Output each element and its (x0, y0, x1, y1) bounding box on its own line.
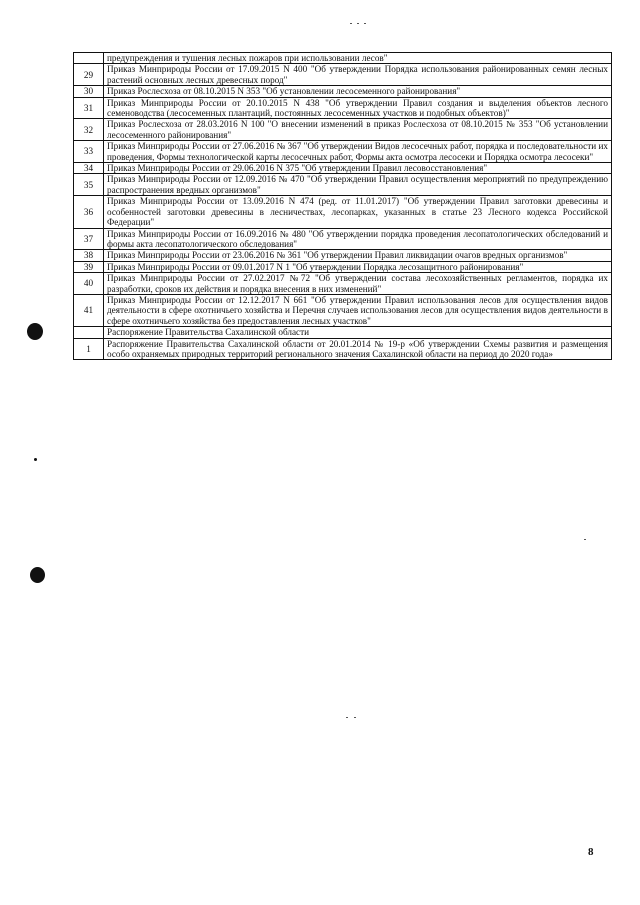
table-row (74, 64, 612, 86)
row-number: 38 (74, 250, 104, 261)
row-text: Приказ Минприроды России от 13.09.2016 N 474 (ред. от 11.01.2017) "Об утверждении Правил заготовки древесины и особенностей заготовки древесины в лесничествах, лесопарках, указанных в статье 23 Лесного кодекса Российской Федерации" (104, 196, 612, 228)
row-text: Приказ Рослесхоза от 08.10.2015 N 353 "Об установлении лесосеменного районирования" (104, 86, 612, 97)
row-text: Распоряжение Правительства Сахалинской области от 20.01.2014 № 19-р «Об утверждении Схемы развития и размещения особо охраняемых природных территорий регионального значения Сахалинской области на период до 2020 года» (104, 338, 612, 360)
scan-speck (350, 23, 352, 24)
table-row (74, 97, 612, 119)
scan-speck (584, 539, 586, 540)
table-row (74, 261, 612, 272)
scan-speck (357, 23, 359, 24)
row-text: Приказ Минприроды России от 12.12.2017 N 661 "Об утверждении Правил использования лесов для осуществления видов деятельности в сфере охотничьего хозяйства и Перечня случаев использования лесов для осуществления видов деятельности в сфере охотничьего хозяйства без предоставления лесных участков" (104, 294, 612, 326)
table-row (74, 119, 612, 141)
row-text: Приказ Минприроды России от 12.09.2016 № 470 "Об утверждении Правил осуществления мероприятий по предупреждению распространения вредных организмов" (104, 174, 612, 196)
row-text: Приказ Минприроды России от 29.06.2016 N 375 "Об утверждении Правил лесовосстановления" (104, 163, 612, 174)
row-text: Приказ Минприроды России от 09.01.2017 N 1 "Об утверждении Порядка лесозащитного районирования" (104, 261, 612, 272)
row-number: 36 (74, 196, 104, 228)
binder-hole-mark (27, 323, 43, 340)
row-number: 35 (74, 174, 104, 196)
table-row (74, 196, 612, 228)
row-number: 41 (74, 294, 104, 326)
scan-speck (364, 23, 366, 24)
row-number: 39 (74, 261, 104, 272)
row-text: Приказ Рослесхоза от 28.03.2016 N 100 "О внесении изменений в приказ Рослесхоза от 08.10.2015 № 353 "Об установлении лесосеменного районирования" (104, 119, 612, 141)
table-row (74, 86, 612, 97)
table-row (74, 174, 612, 196)
row-number: 1 (74, 338, 104, 360)
table-row (74, 327, 612, 338)
row-number (74, 327, 104, 338)
row-number: 29 (74, 64, 104, 86)
table-row (74, 338, 612, 360)
page-number: 8 (588, 846, 594, 858)
row-text: Приказ Минприроды России от 20.10.2015 N 438 "Об утверждении Правил создания и выделения объектов лесного семеноводства (лесосеменных плантаций, постоянных лесосеменных участков и подобных объектов)" (104, 97, 612, 119)
row-number: 37 (74, 228, 104, 250)
row-text: Приказ Минприроды России от 17.09.2015 N 400 "Об утверждении Порядка использования районированных семян лесных растений основных лесных древесных пород" (104, 64, 612, 86)
row-number: 32 (74, 119, 104, 141)
row-text: Приказ Минприроды России от 23.06.2016 № 361 "Об утверждении Правил ликвидации очагов вредных организмов" (104, 250, 612, 261)
table-row (74, 273, 612, 295)
row-number: 40 (74, 273, 104, 295)
table-row (74, 141, 612, 163)
table-row (74, 163, 612, 174)
row-text: Приказ Минприроды России от 27.02.2017 №72 "Об утверждении состава лесохозяйственных регламентов, порядка их разработки, сроков их действия и порядка внесения в них изменений" (104, 273, 612, 295)
scan-speck (354, 717, 356, 718)
table-row (74, 250, 612, 261)
row-number: 34 (74, 163, 104, 174)
row-number: 30 (74, 86, 104, 97)
regulations-table (73, 52, 612, 360)
row-text: Приказ Минприроды России от 27.06.2016 № 367 "Об утверждении Видов лесосечных работ, порядка и последовательности их проведения, Формы технологической карты лесосечных работ, Формы акта осмотра лесосеки и Порядка осмотра лесосеки" (104, 141, 612, 163)
scan-speck (34, 458, 37, 461)
scan-speck (346, 717, 348, 718)
row-text: предупреждения и тушения лесных пожаров при использовании лесов" (104, 53, 612, 64)
row-number: 31 (74, 97, 104, 119)
row-text: Приказ Минприроды России от 16.09.2016 № 480 "Об утверждении порядка проведения лесопатологических обследований и формы акта лесопатологического обследования" (104, 228, 612, 250)
regulations-table-body (74, 53, 612, 360)
table-row (74, 294, 612, 326)
row-number (74, 53, 104, 64)
row-number: 33 (74, 141, 104, 163)
table-row (74, 228, 612, 250)
row-text: Распоряжение Правительства Сахалинской области (104, 327, 612, 338)
table-row (74, 53, 612, 64)
binder-hole-mark (30, 567, 45, 583)
